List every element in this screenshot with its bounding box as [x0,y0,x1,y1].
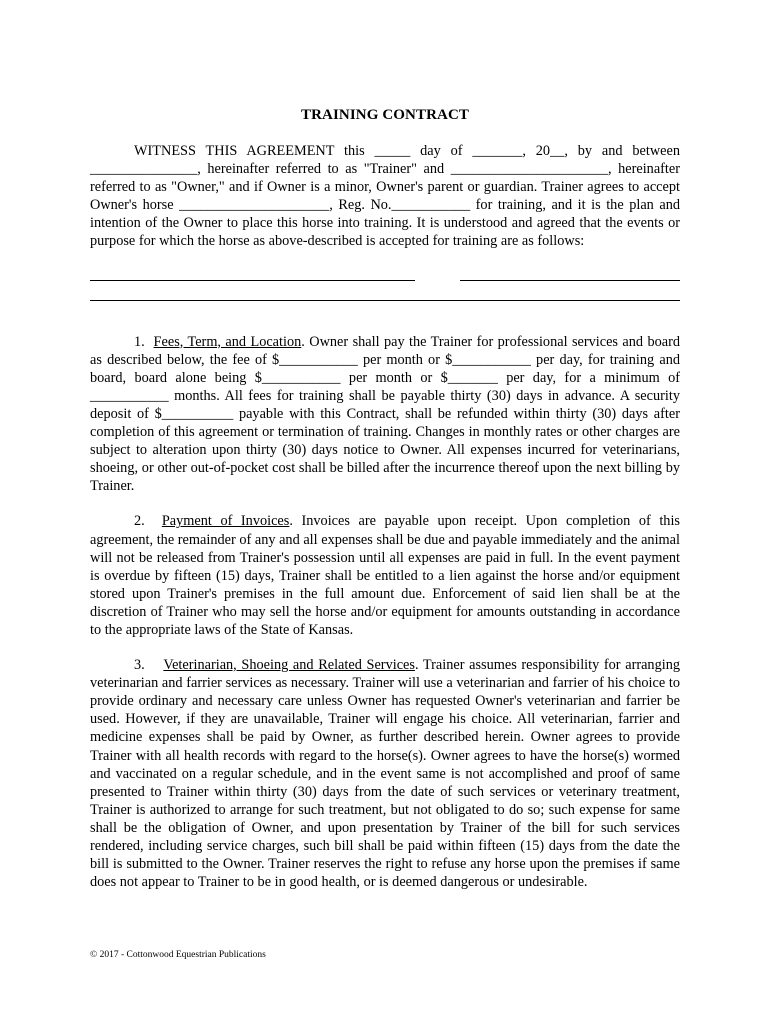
section-fees [90,333,680,496]
purpose-blank-lines [90,278,680,316]
section-heading: Veterinarian, Shoeing and Related Services [163,657,415,674]
section-number: 1. [134,333,145,350]
purpose-line-right [460,280,680,281]
section-number: 3. [134,657,145,674]
copyright-footer: © 2017 - Cottonwood Equestrian Publications [90,950,266,960]
purpose-line-full [90,300,680,301]
section-heading: Fees, Term, and Location [153,333,302,350]
document-title: TRAINING CONTRACT [301,107,469,123]
witness-paragraph: WITNESS THIS AGREEMENT this _____ day of _______, 20__, by and between _______________, hereinafter referred to as "Trainer" and ______________________, hereinafter referred to as "Owner," and if Owner is a minor, Owner's parent or guardian. Trainer agrees to accept Owner's horse _____________________, Reg. No.___________ for training, and it is the plan and intention of the Owner to place this horse into training. It is understood and agreed that the events or purpose for which the horse as above-described is accepted for training are as follows: [90,143,680,250]
section-heading: Payment of Invoices [161,513,290,530]
section-text: . Owner shall pay the Trainer for professional services and board as described below, the fee of $___________ per month or $___________ per day, for training and board, board alone being $___________ per month or $_______ per day, for a minimum of ___________ months. All fees for training shall be payable thirty (30) days in advance. A security deposit of $__________ payable with this Contract, shall be refunded within thirty (30) days after completion of this agreement or termination of training. Changes in monthly rates or other charges are subject to alteration upon thirty (30) days notice to Owner. All expenses incurred for veterinarians, shoeing, or other out-of-pocket cost shall be billed after the incurrence thereof upon the next billing by Trainer. [90,333,680,495]
section-text: . Trainer assumes responsibility for arranging veterinarian and farrier services as necessary. Trainer will use a veterinarian and farrier of his choice to provide ordinary and necessary care unless Owner has requested Owner's veterinarian and farrier be used. However, if they are unavailable, Trainer will engage his choice. All veterinarian, farrier and medicine expenses shall be paid by Owner, as further described herein. Owner agrees to provide Trainer with all health records with regard to the horse(s). Owner agrees to have the horse(s) wormed and vaccinated on a regular schedule, and in the event same is not accomplished and proof of same presented to Trainer within thirty (30) days from the date of such services or veterinary treatment, Trainer is authorized to arrange for such treatment, but not obligated to do so; such expense for same shall be the obligation of Owner, and upon presentation by Trainer of the bill for such services rendered, including service charges, such bill shall be paid within fifteen (15) days from the date the bill is submitted to the Owner. Trainer reserves the right to refuse any horse upon the premises if same does not appear to Trainer to be in good health, or is deemed dangerous or undesirable. [90,657,680,891]
document-body [90,142,680,891]
section-veterinarian [90,656,680,891]
section-number: 2. [134,513,145,530]
section-text: . Invoices are payable upon receipt. Upon completion of this agreement, the remainder of any and all expenses shall be due and payable immediately and the animal will not be released from Trainer's possession until all expenses are paid in full. In the event payment is overdue by fifteen (15) days, Trainer shall be entitled to a lien against the horse and/or equipment stored upon Trainer's premises in the full amount due. Enforcement of said lien shall be at the discretion of Trainer who may sell the horse and/or equipment for amounts outstanding in accordance to the appropriate laws of the State of Kansas. [90,513,680,638]
purpose-line-left [90,280,415,281]
section-payment [90,512,680,639]
